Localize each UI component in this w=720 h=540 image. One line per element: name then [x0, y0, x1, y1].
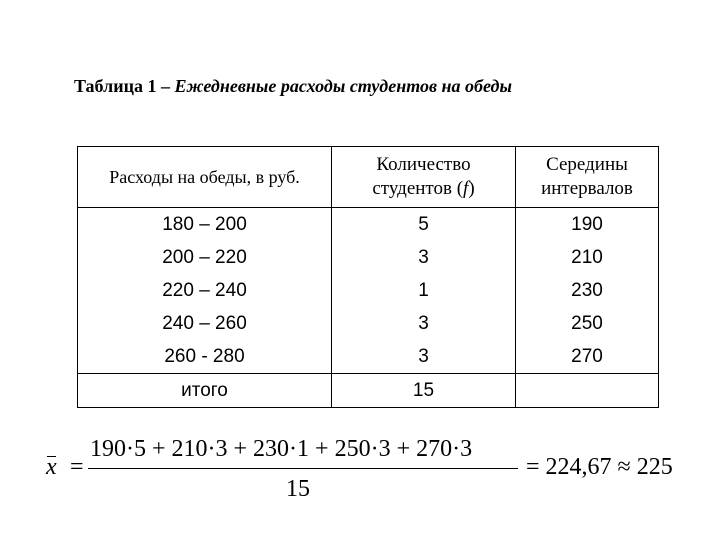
cell-midpoint: 190: [516, 208, 659, 242]
cell-range: 260 - 280: [78, 340, 332, 374]
header-count-line2a: студентов (: [372, 178, 464, 199]
cell-range: 240 – 260: [78, 307, 332, 340]
formula-result: = 224,67 ≈ 225: [526, 454, 673, 480]
cell-count: 3: [332, 241, 516, 274]
cell-count: 5: [332, 208, 516, 242]
caption-text: Ежедневные расходы студентов на обеды: [174, 76, 512, 96]
cell-total-midpoint: [516, 374, 659, 408]
header-expenses: Расходы на обеды, в руб.: [78, 147, 332, 208]
fraction-line: [88, 468, 518, 469]
caption-label: Таблица 1: [74, 76, 157, 96]
cell-total-label: итого: [78, 374, 332, 408]
mean-symbol: x: [46, 454, 57, 480]
caption-dash: –: [156, 76, 175, 96]
header-mid-line1: Середины: [546, 154, 628, 175]
table-row: [78, 208, 659, 242]
formula-denominator: 15: [286, 476, 310, 502]
formula-equals: =: [70, 454, 84, 480]
mean-formula: [40, 432, 700, 512]
table-header-row: [78, 147, 659, 208]
cell-range: 180 – 200: [78, 208, 332, 242]
cell-midpoint: 270: [516, 340, 659, 374]
header-midpoints: [516, 147, 659, 208]
cell-midpoint: 250: [516, 307, 659, 340]
table-caption: [74, 76, 512, 97]
formula-numerator: 190·5 + 210·3 + 230·1 + 250·3 + 270·3: [90, 436, 473, 462]
header-mid-line2: интервалов: [541, 178, 633, 199]
cell-count: 3: [332, 307, 516, 340]
header-count-line2c: ): [468, 178, 475, 199]
table-row: [78, 307, 659, 340]
cell-total-count: 15: [332, 374, 516, 408]
cell-range: 200 – 220: [78, 241, 332, 274]
header-count-line1: Количество: [376, 154, 471, 175]
cell-range: 220 – 240: [78, 274, 332, 307]
table-row: [78, 340, 659, 374]
expenses-table: [77, 146, 659, 408]
cell-count: 3: [332, 340, 516, 374]
table-total-row: [78, 374, 659, 408]
cell-midpoint: 230: [516, 274, 659, 307]
table-row: [78, 241, 659, 274]
header-count: [332, 147, 516, 208]
header-count-f: f: [463, 178, 469, 199]
table-row: [78, 274, 659, 307]
cell-midpoint: 210: [516, 241, 659, 274]
cell-count: 1: [332, 274, 516, 307]
